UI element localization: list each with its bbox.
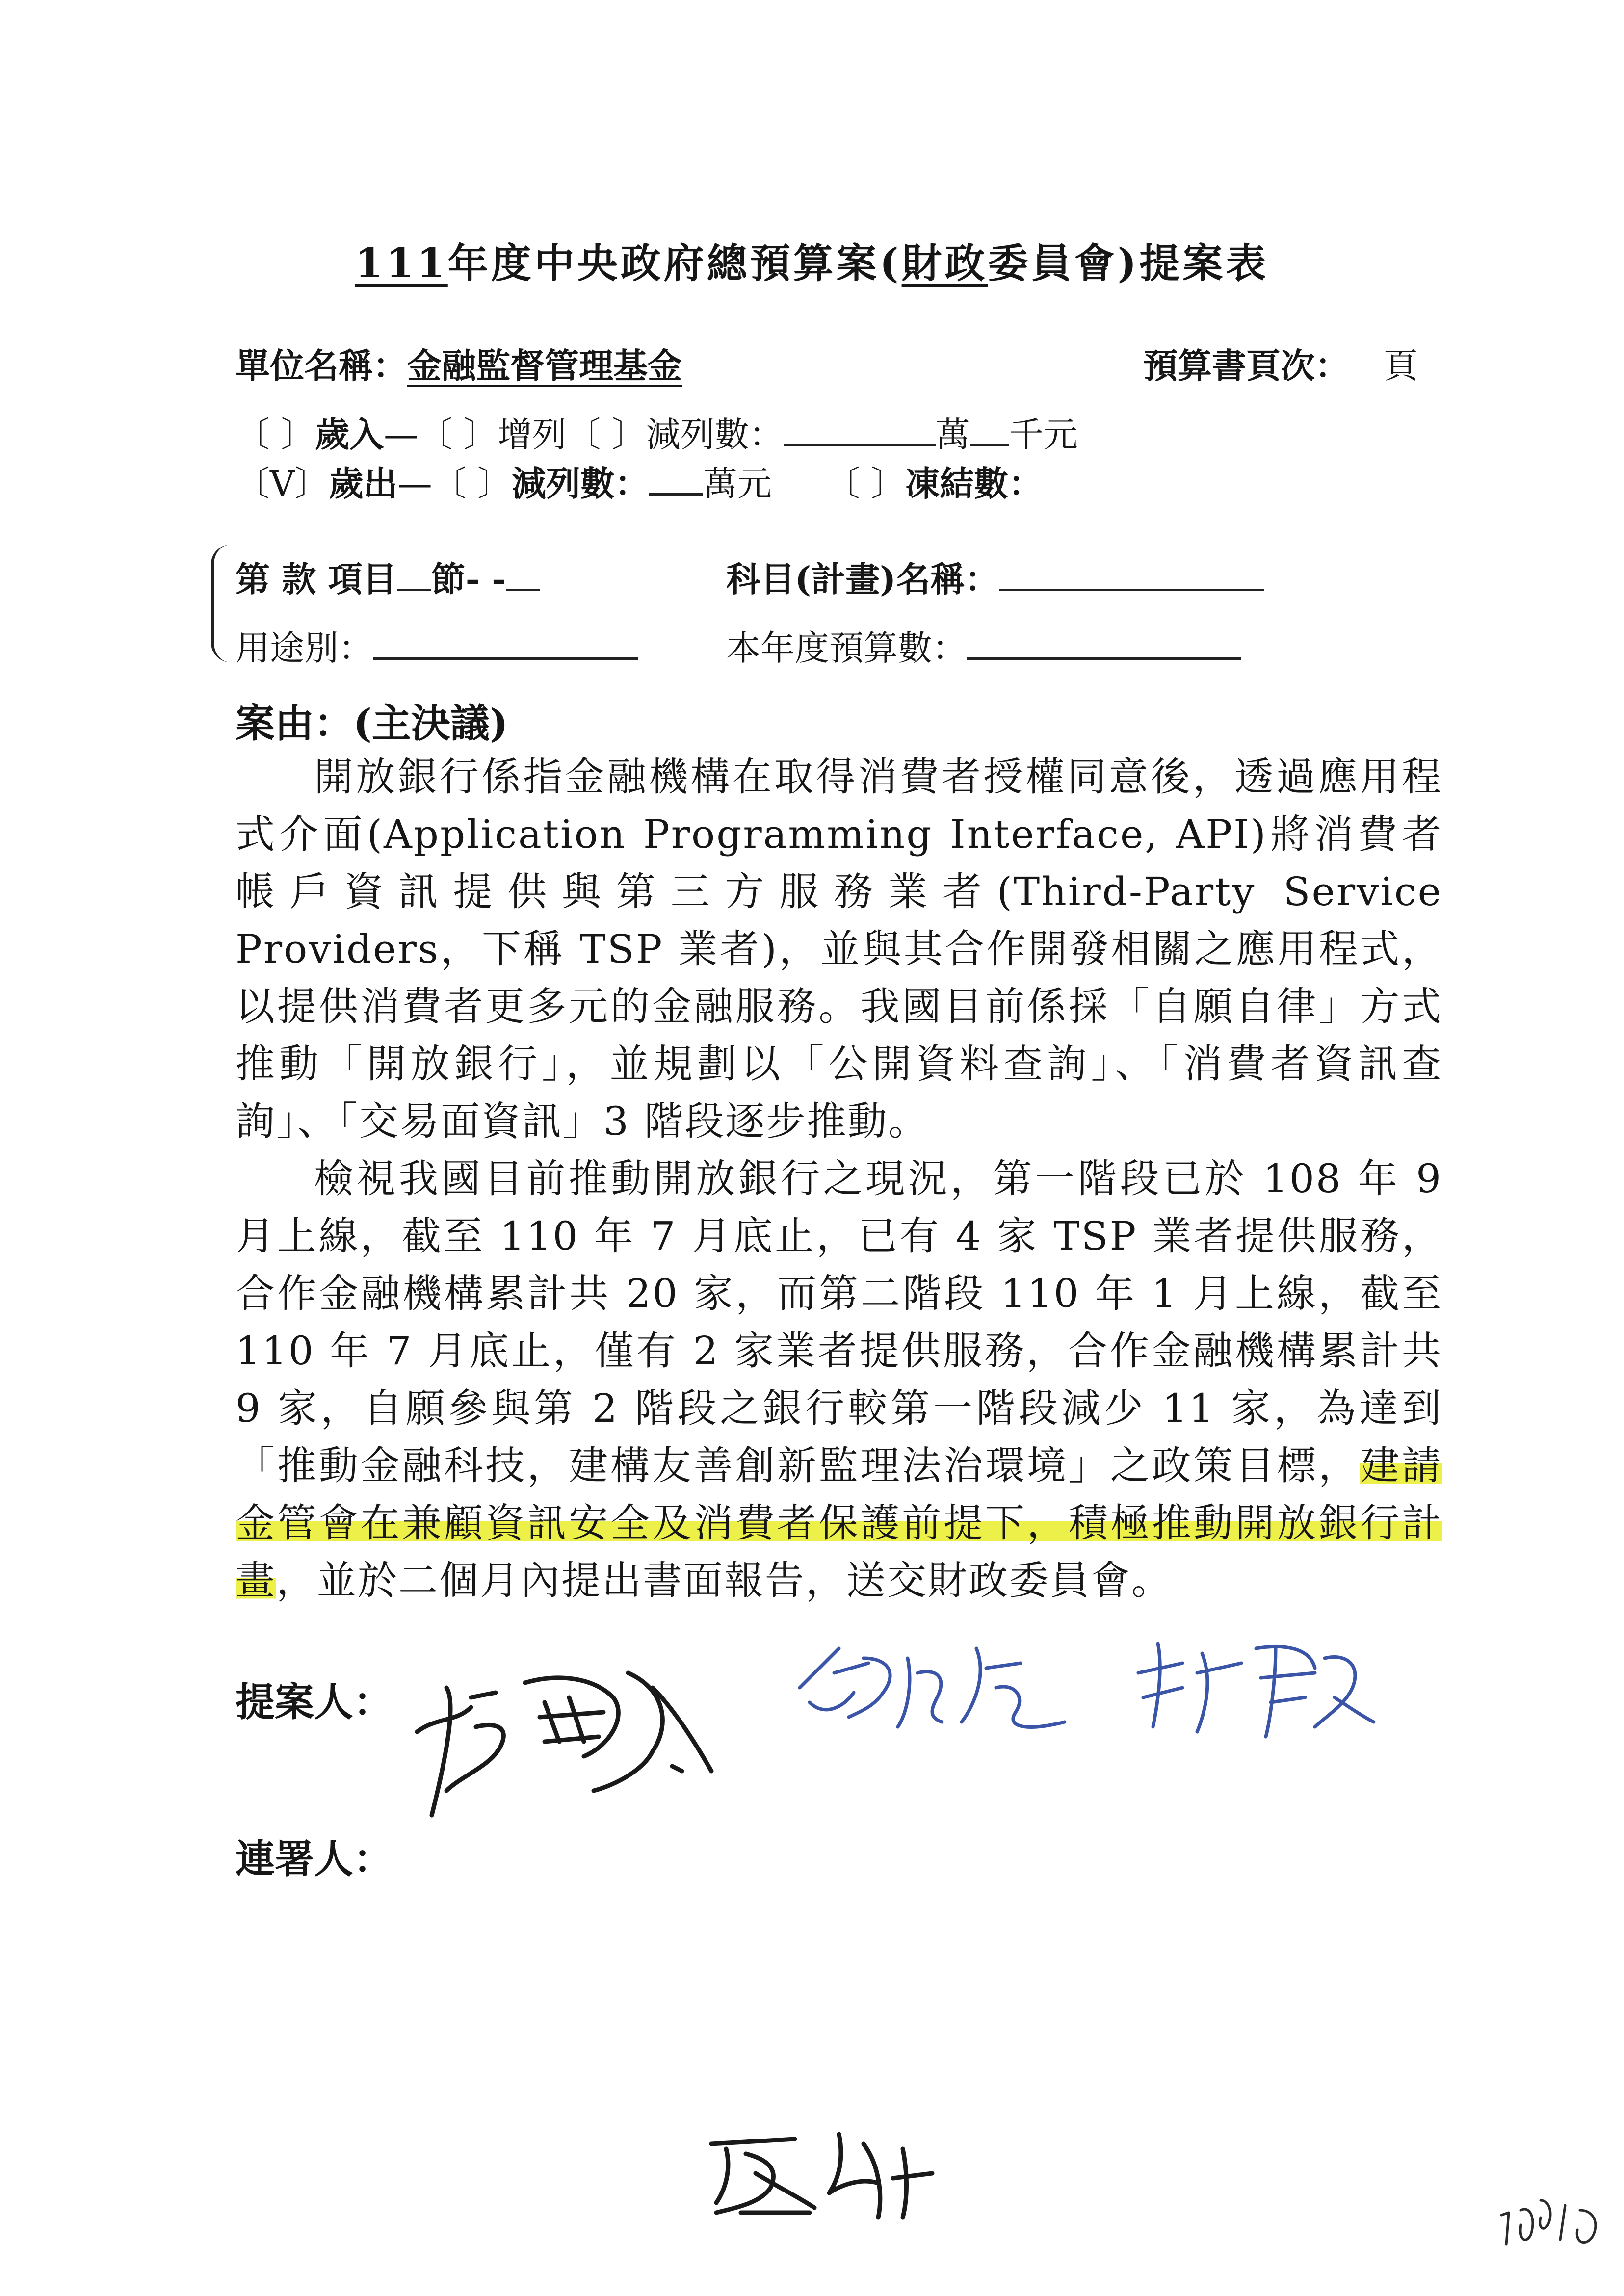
subject-blank bbox=[999, 558, 1264, 591]
page-ref bbox=[1143, 339, 1418, 388]
decrease-label: 減列數： bbox=[646, 415, 784, 455]
usage-label: 用途別： bbox=[236, 628, 373, 668]
wan-blank bbox=[784, 413, 936, 446]
page-number-mark bbox=[1492, 2186, 1604, 2254]
signature-3 bbox=[1128, 1619, 1384, 1747]
jie-blank bbox=[506, 558, 540, 591]
subject-label: 科目(計畫)名稱： bbox=[726, 559, 999, 600]
expense-dash: — bbox=[397, 464, 432, 504]
highlighted-request: 建請金管會在兼顧資訊安全及消費者保護前提下，積極推動開放銀行計畫 bbox=[236, 1443, 1443, 1603]
expense-label: 歲出 bbox=[329, 463, 398, 504]
expense-decrease-label: 減列數： bbox=[511, 463, 649, 504]
paragraph-2-end: ，並於二個月內提出書面報告，送交財政委員會。 bbox=[276, 1558, 1172, 1603]
unit-row bbox=[236, 339, 711, 388]
wan-label: 萬 bbox=[935, 415, 970, 455]
title-committee: 財政 bbox=[901, 240, 988, 287]
revenue-line bbox=[236, 407, 1078, 457]
item-blank bbox=[397, 558, 431, 591]
usage-row bbox=[236, 621, 638, 670]
revenue-dash: — bbox=[384, 415, 419, 455]
expense-decrease-bracket: 〔 〕 bbox=[432, 464, 512, 504]
unit-label: 單位名稱： bbox=[236, 345, 407, 386]
item-kuan: 第 款 項目 bbox=[236, 559, 397, 600]
freeze-bracket: 〔 〕 bbox=[825, 464, 906, 504]
paragraph-1: 開放銀行係指金融機構在取得消費者授權同意後，透過應用程式介面(Application Programming Interface, API)將消費者帳戶資訊提供與第三方服務業者(Third-Party Service Providers，下稱 TSP 業者)，並與其合作開發相關之應用程式，以提供消費者更多元的金融服務。我國目前係採「自願自律」方式推動「開放銀行」，並規劃以「公開資料查詢」、「消費者資訊查詢」、「交易面資訊」3 階段逐步推動。 bbox=[236, 754, 1442, 1144]
freeze-label: 凍結數： bbox=[905, 463, 1043, 504]
signature-2 bbox=[790, 1629, 1104, 1747]
expense-bracket: 〔V〕 bbox=[236, 464, 329, 504]
item-jie: 節- - bbox=[431, 559, 506, 600]
revenue-bracket: 〔 〕 bbox=[236, 415, 315, 455]
increase-bracket: 〔 〕 bbox=[418, 415, 498, 455]
page-label: 預算書頁次： bbox=[1143, 345, 1349, 386]
title-prefix: 年度中央政府總預算案( bbox=[447, 240, 902, 287]
subject-row bbox=[726, 552, 1264, 601]
wanyuan-blank bbox=[649, 462, 703, 496]
paragraph-2-text: 檢視我國目前推動開放銀行之現況，第一階段已於 108 年 9 月上線，截至 110 年 7 月底止，已有 4 家 TSP 業者提供服務，合作金融機構累計共 20 家，而第二階段 110 年 1 月上線，截至 110 年 7 月底止，僅有 2 家業者提供服務，合作金融機構累計共 9 家，自願參與第 2 階段之銀行較第一階段減少 11 家，為達到「推動金融科技，建構友善創新監理法治環境」之政策目標， bbox=[236, 1156, 1442, 1488]
revenue-label: 歲入 bbox=[315, 414, 384, 455]
signature-1 bbox=[397, 1629, 741, 1835]
reason-header: 案由：(主決議) bbox=[236, 700, 508, 746]
form-title bbox=[0, 232, 1624, 289]
budget-blank bbox=[967, 626, 1241, 660]
expense-line bbox=[236, 456, 1043, 506]
decrease-bracket: 〔 〕 bbox=[566, 415, 646, 455]
qian-blank bbox=[970, 413, 1009, 446]
wanyuan-label: 萬元 bbox=[703, 464, 772, 504]
budget-label: 本年度預算數： bbox=[726, 628, 967, 668]
page-suffix: 頁 bbox=[1384, 346, 1418, 386]
budget-row bbox=[726, 621, 1241, 670]
handwritten-mark bbox=[697, 2114, 952, 2222]
reason-body bbox=[236, 748, 1442, 1609]
proposer-label: 提案人： bbox=[236, 1679, 393, 1725]
item-row bbox=[236, 552, 540, 601]
title-year: 111 bbox=[355, 240, 448, 287]
usage-blank bbox=[373, 626, 638, 660]
paragraph-2 bbox=[236, 1150, 1442, 1609]
unit-value: 金融監督管理基金 bbox=[407, 345, 682, 386]
cosigner-label: 連署人： bbox=[236, 1836, 393, 1882]
increase-label: 增列 bbox=[498, 415, 567, 455]
qianyuan-label: 千元 bbox=[1009, 415, 1078, 455]
item-brace bbox=[211, 545, 234, 662]
title-suffix: 委員會)提案表 bbox=[988, 240, 1269, 287]
